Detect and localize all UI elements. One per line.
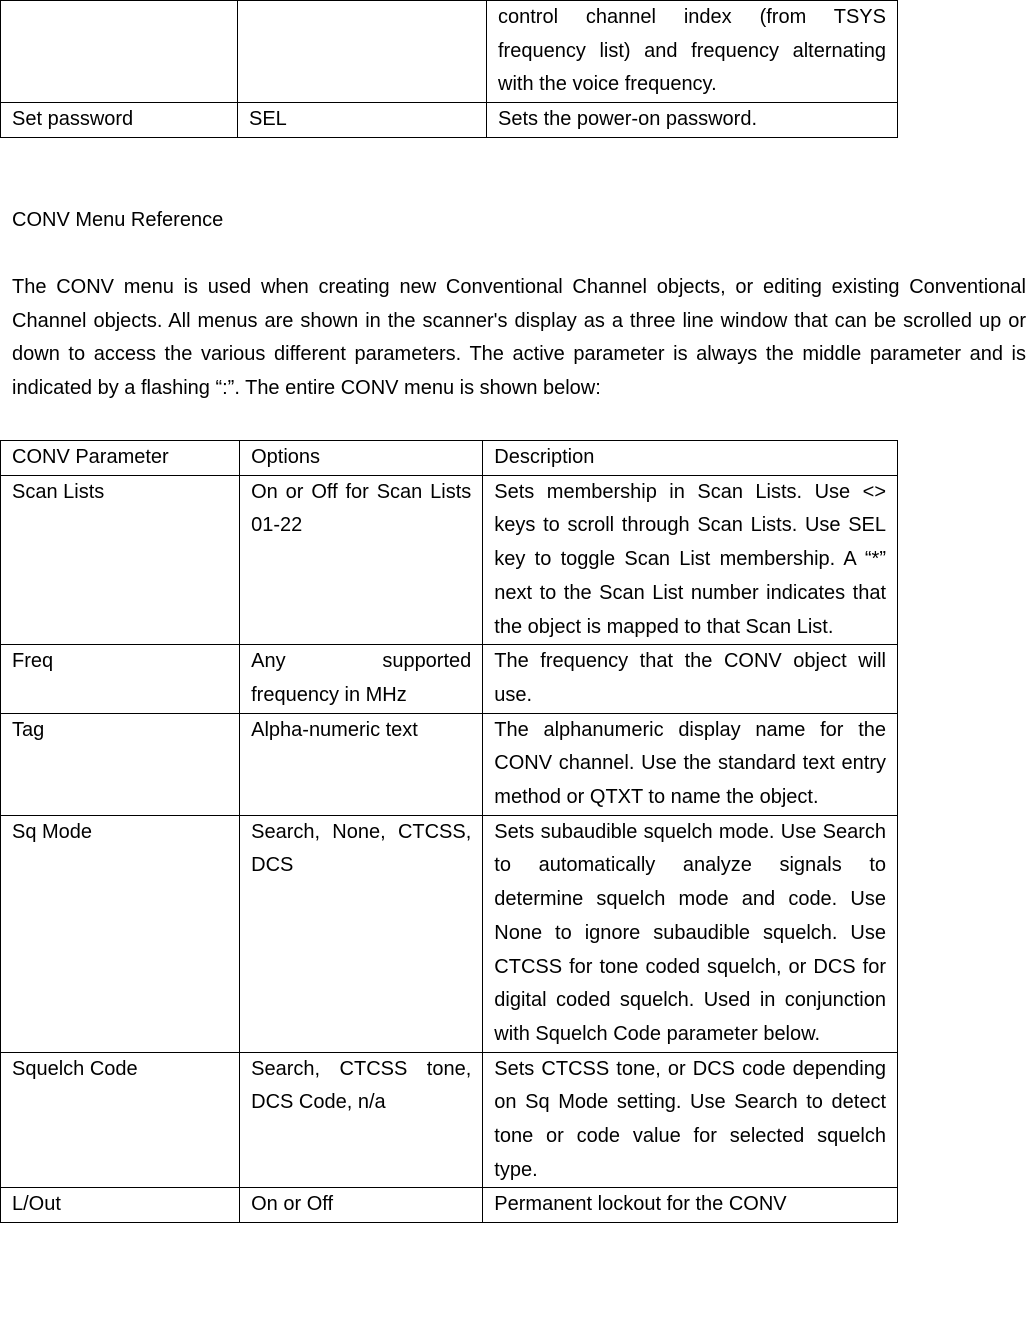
table-row — [1, 1, 898, 103]
options-cell: On or Off — [240, 1188, 483, 1223]
options-cell: SEL — [238, 103, 487, 138]
options-cell: On or Off for Scan Lists 01-22 — [240, 475, 483, 645]
previous-menu-table — [0, 0, 898, 138]
table-row — [1, 1188, 898, 1223]
param-cell: Squelch Code — [1, 1052, 240, 1188]
table-row — [1, 815, 898, 1052]
table-header-row — [1, 441, 898, 476]
header-description: Description — [483, 441, 898, 476]
description-cell: Permanent lockout for the CONV — [483, 1188, 898, 1223]
table-row — [1, 1052, 898, 1188]
param-cell — [1, 1, 238, 103]
description-cell: Sets the power-on password. — [487, 103, 898, 138]
param-cell: Tag — [1, 713, 240, 815]
table-row — [1, 103, 898, 138]
options-cell: Search, None, CTCSS, DCS — [240, 815, 483, 1052]
param-cell: Scan Lists — [1, 475, 240, 645]
header-options: Options — [240, 441, 483, 476]
options-cell: Alpha-numeric text — [240, 713, 483, 815]
intro-paragraph: The CONV menu is used when creating new Conventional Channel objects, or editing existing Conventional Channel objects. All menus are shown in the scanner's display as a three line window that can be scrolled up or down to access the various different parameters. The active parameter is always the middle parameter and is indicated by a flashing “:”. The entire CONV menu is shown below: — [12, 276, 1026, 399]
description-cell: Sets CTCSS tone, or DCS code depending on Sq Mode setting. Use Search to detect tone or code value for selected squelch type. — [483, 1052, 898, 1188]
table-row — [1, 713, 898, 815]
options-cell: Any supported frequency in MHz — [240, 645, 483, 713]
param-cell: L/Out — [1, 1188, 240, 1223]
description-cell: control channel index (from TSYS frequency list) and frequency alternating with the voice frequency. — [487, 1, 898, 103]
description-cell: Sets membership in Scan Lists. Use <> keys to scroll through Scan Lists. Use SEL key to toggle Scan List membership. A “*” next to the Scan List number indicates that the object is mapped to that Scan List. — [483, 475, 898, 645]
param-cell: Freq — [1, 645, 240, 713]
description-cell: The alphanumeric display name for the CONV channel. Use the standard text entry method or QTXT to name the object. — [483, 713, 898, 815]
options-cell — [238, 1, 487, 103]
description-cell: The frequency that the CONV object will use. — [483, 645, 898, 713]
description-cell: Sets subaudible squelch mode. Use Search to automatically analyze signals to determine squelch mode and code. Use None to ignore subaudible squelch. Use CTCSS for tone coded squelch, or DCS for digital coded squelch. Used in conjunction with Squelch Code parameter below. — [483, 815, 898, 1052]
table-row — [1, 475, 898, 645]
param-cell: Sq Mode — [1, 815, 240, 1052]
options-cell: Search, CTCSS tone, DCS Code, n/a — [240, 1052, 483, 1188]
param-cell: Set password — [1, 103, 238, 138]
header-param: CONV Parameter — [1, 441, 240, 476]
section-title: CONV Menu Reference — [12, 209, 224, 231]
table-row — [1, 645, 898, 713]
conv-menu-table — [0, 440, 898, 1223]
